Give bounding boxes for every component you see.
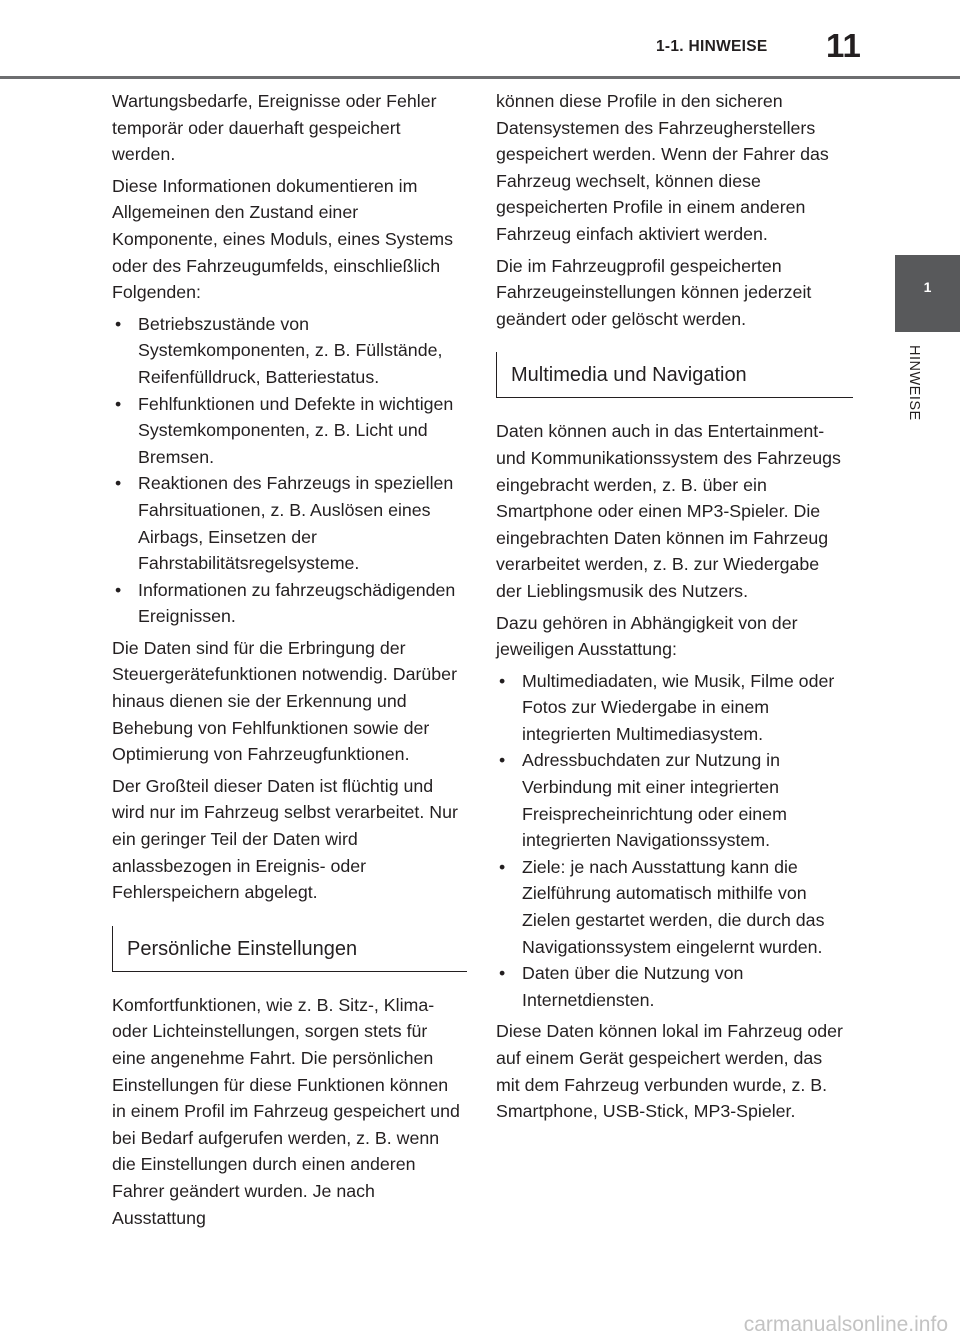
list-item	[112, 391, 464, 471]
paragraph: Dazu gehören in Abhängigkeit von der jeweiligen Ausstattung:	[496, 612, 798, 660]
paragraph: Der Großteil dieser Daten ist flüchtig und wird nur im Fahrzeug selbst verarbeitet. Nur ein geringer Teil der Daten wird anlassbezogen in Ereignis- oder Fehlerspeichern abgelegt.	[112, 775, 458, 903]
list-item	[496, 854, 848, 960]
paragraph: Daten können auch in das Entertainment- und Kommunikationssystem des Fahrzeugs eingebracht werden, z. B. über ein Smartphone oder einen MP3-Spieler. Die eingebrachten Daten können im Fahrzeug verarbeitet werden, z. B. zur Wiedergabe der Lieblingsmusik des Nutzers.	[496, 421, 841, 601]
paragraph: Die im Fahrzeugprofil gespeicherten Fahrzeugeinstellungen können jederzeit geändert oder gelöscht werden.	[496, 255, 812, 329]
left-column	[112, 88, 464, 1236]
list-item	[112, 311, 464, 391]
bullet-icon: •	[115, 579, 122, 600]
list-item-text: Informationen zu fahrzeugschädigenden Ereignissen.	[138, 579, 456, 627]
paragraph: Wartungsbedarfe, Ereignisse oder Fehler temporär oder dauerhaft gespeichert werden.	[112, 91, 437, 165]
chapter-title-vertical: HINWEISE	[906, 345, 922, 421]
list-item-text: Ziele: je nach Ausstattung kann die Zielführung automatisch mithilfe von Zielen gestartet werden, die durch das Navigationssystem eingelernt wurden.	[522, 856, 825, 957]
subheading-personal-settings: Persönliche Einstellungen	[112, 926, 467, 972]
list-item-text: Multimediadaten, wie Musik, Filme oder Fotos zur Wiedergabe in einem integrierten Multimediasystem.	[522, 670, 835, 744]
bullet-icon: •	[499, 963, 506, 984]
bullet-icon: •	[499, 670, 506, 691]
paragraph: Diese Informationen dokumentieren im Allgemeinen den Zustand einer Komponente, eines Moduls, eines Systems oder des Fahrzeugumfelds, einschließlich Folgenden:	[112, 175, 453, 303]
list-item	[496, 960, 848, 1013]
watermark: carmanualsonline.info	[743, 1313, 948, 1336]
list-item	[112, 577, 464, 630]
list-item-text: Daten über die Nutzung von Internetdiensten.	[522, 963, 744, 1010]
list-item-text: Reaktionen des Fahrzeugs in speziellen Fahrsituationen, z. B. Auslösen eines Airbags, Einsetzen der Fahrstabilitätsregelsysteme.	[138, 473, 454, 574]
bullet-icon: •	[115, 393, 122, 414]
bullet-list	[112, 311, 464, 630]
list-item-text: Betriebszustände von Systemkomponenten, z. B. Füllstände, Reifenfülldruck, Batteriestatus.	[138, 313, 443, 387]
bullet-icon: •	[115, 473, 122, 494]
bullet-icon: •	[499, 750, 506, 771]
paragraph: können diese Profile in den sicheren Datensystemen des Fahrzeugherstellers gespeichert werden. Wenn der Fahrer das Fahrzeug wechselt, können diese gespeicherten Profile in einem anderen Fahrzeug einfach aktiviert werden.	[496, 91, 829, 244]
chapter-tab	[895, 255, 960, 332]
page-number: 11	[826, 27, 861, 64]
right-column	[496, 88, 848, 1130]
bullet-list	[496, 668, 848, 1014]
bullet-icon: •	[499, 856, 506, 877]
subheading-multimedia-navigation: Multimedia und Navigation	[496, 352, 853, 398]
section-label: 1-1. HINWEISE	[656, 38, 768, 55]
list-item	[496, 747, 848, 853]
header-rule	[0, 76, 960, 79]
list-item	[496, 668, 848, 748]
chapter-number: 1	[923, 279, 932, 295]
list-item-text: Adressbuchdaten zur Nutzung in Verbindung mit einer integrierten Freisprecheinrichtung oder einem integrierten Navigationssystem.	[522, 750, 787, 851]
list-item	[112, 470, 464, 576]
paragraph: Komfortfunktionen, wie z. B. Sitz-, Klima- oder Lichteinstellungen, sorgen stets für eine angenehme Fahrt. Die persönlichen Einstellungen für diese Funktionen können in einem Profil im Fahrzeug gespeichert und bei Bedarf aufgerufen werden, z. B. wenn die Einstellungen durch einen anderen Fahrer geändert wurden. Je nach Ausstattung	[112, 994, 460, 1228]
paragraph: Diese Daten können lokal im Fahrzeug oder auf einem Gerät gespeichert werden, das mit dem Fahrzeug verbunden wurde, z. B. Smartphone, USB-Stick, MP3-Spieler.	[496, 1021, 843, 1122]
paragraph: Die Daten sind für die Erbringung der Steuergerätefunktionen notwendig. Darüber hinaus dienen sie der Erkennung und Behebung von Fehlfunktionen sowie der Optimierung von Fahrzeugfunktionen.	[112, 637, 457, 765]
bullet-icon: •	[115, 313, 122, 334]
list-item-text: Fehlfunktionen und Defekte in wichtigen Systemkomponenten, z. B. Licht und Bremsen.	[138, 393, 454, 467]
